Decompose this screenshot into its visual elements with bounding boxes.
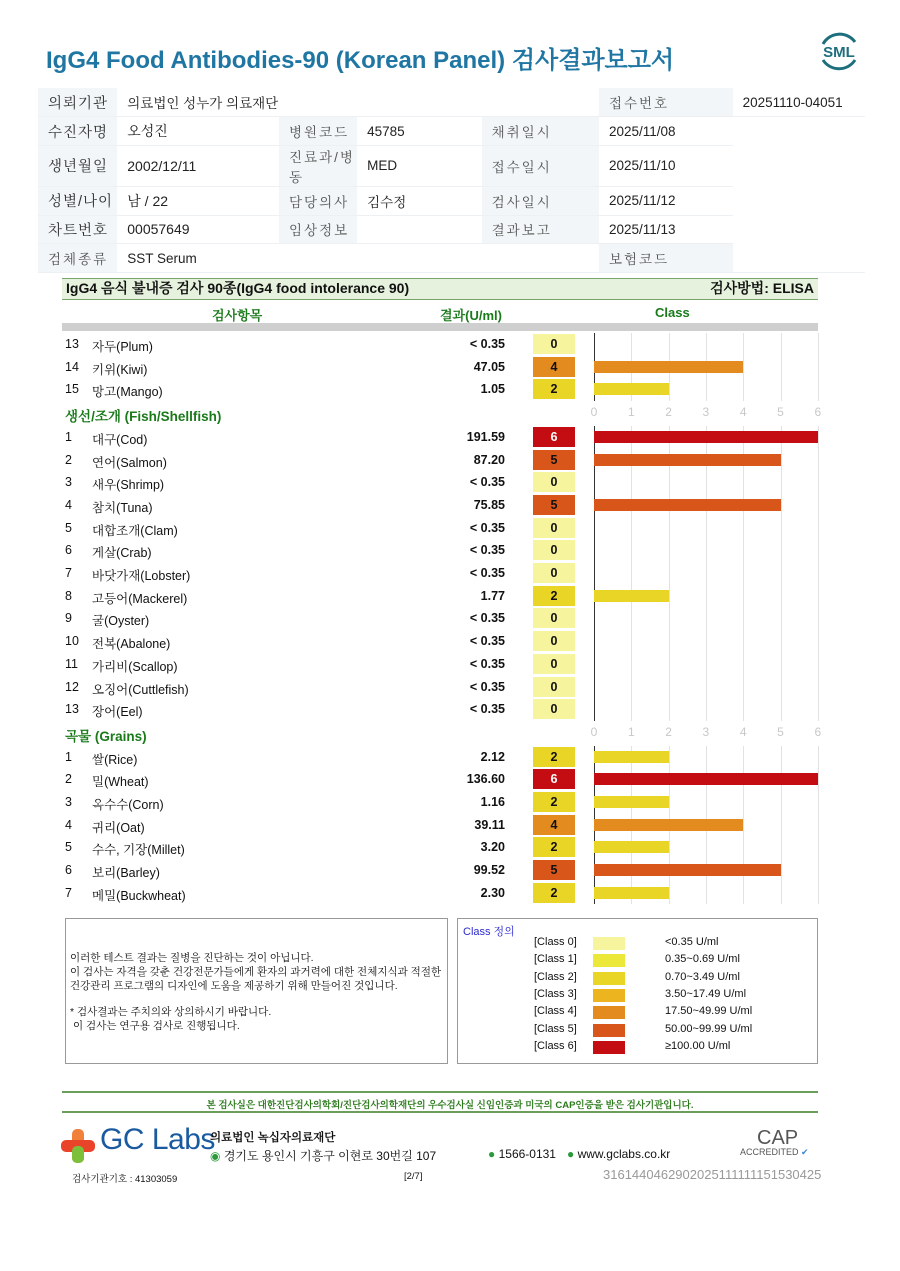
- table-row: [62, 378, 822, 400]
- legend-label: [Class 4]: [534, 1005, 577, 1018]
- axis-tick-label: 4: [739, 724, 747, 739]
- item-result: 191.59: [466, 429, 505, 444]
- class-badge: 0: [533, 472, 575, 492]
- class-bar: [594, 751, 669, 763]
- item-name: 쌀(Rice): [92, 752, 138, 767]
- legend-range: <0.35 U/ml: [665, 936, 719, 948]
- column-header-class: Class: [655, 305, 690, 320]
- item-name: 옥수수(Corn): [92, 798, 164, 812]
- axis-tick-label: 5: [777, 405, 784, 420]
- class-bar: [594, 819, 743, 831]
- item-name: 키위(Kiwi): [92, 362, 148, 377]
- item-result: < 0.35: [469, 656, 505, 671]
- class-bar: [594, 864, 781, 876]
- class-badge: 0: [533, 699, 575, 719]
- item-number: 14: [65, 359, 79, 374]
- item-name: 대구(Cod): [92, 432, 148, 447]
- item-name: 바닷가재(Lobster): [92, 569, 191, 583]
- class-bar: [594, 431, 818, 443]
- info-value: [482, 244, 599, 273]
- info-row: [38, 88, 865, 117]
- item-name: 수수, 기장(Millet): [92, 843, 185, 858]
- info-value: 남 / 22: [117, 186, 279, 215]
- legend-label: [Class 1]: [534, 953, 577, 966]
- class-badge: 0: [533, 631, 575, 651]
- class-bar: [594, 361, 743, 373]
- item-result: 99.52: [473, 863, 505, 878]
- axis-tick-label: 2: [665, 405, 672, 420]
- item-result: 1.05: [480, 382, 505, 397]
- item-result: 87.20: [473, 452, 505, 467]
- item-result: < 0.35: [469, 634, 505, 649]
- table-row: [62, 333, 822, 355]
- info-label: 임상정보: [279, 215, 357, 244]
- address-text: 경기도 용인시 기흥구 이현로 30번길 107: [223, 1149, 437, 1163]
- class-bar: [594, 796, 669, 808]
- divider: [62, 1091, 818, 1093]
- item-result: < 0.35: [469, 337, 505, 351]
- info-label: 수진자명: [38, 117, 117, 146]
- info-value: [733, 244, 865, 273]
- class-badge: 0: [533, 540, 575, 560]
- info-label: 생년월일: [38, 145, 117, 186]
- class-bar: [594, 383, 669, 395]
- legend-swatch: [593, 989, 625, 1002]
- item-number: 13: [65, 702, 79, 717]
- info-label: 검사일시: [482, 186, 599, 215]
- item-name: 망고(Mango): [92, 385, 163, 400]
- class-bar: [594, 841, 669, 853]
- legend-range: 0.70~3.49 U/ml: [665, 970, 740, 983]
- table-row: [62, 676, 822, 698]
- item-result: 2.12: [480, 749, 505, 764]
- class-legend: [457, 918, 818, 1064]
- item-result: < 0.35: [469, 475, 505, 490]
- header-divider: [62, 323, 818, 331]
- item-result: < 0.35: [469, 543, 505, 558]
- axis-tick-label: 0: [590, 405, 598, 420]
- item-number: 4: [65, 817, 72, 832]
- item-number: 11: [65, 656, 78, 671]
- item-name: 밀(Wheat): [92, 775, 149, 790]
- axis-tick-label: 6: [814, 405, 822, 420]
- table-row: [62, 517, 822, 539]
- legend-label: [Class 5]: [534, 1022, 577, 1035]
- item-result: 1.16: [480, 795, 505, 809]
- item-number: 1: [65, 749, 72, 764]
- item-number: 8: [65, 588, 72, 603]
- website[interactable]: [567, 1147, 670, 1161]
- class-badge: 2: [533, 747, 575, 767]
- info-row: [38, 186, 865, 215]
- axis-tick-label: 0: [590, 724, 598, 739]
- axis-tick-label: 2: [665, 724, 672, 739]
- class-badge: 2: [533, 837, 575, 857]
- test-method: 검사방법: ELISA: [710, 280, 814, 296]
- address: [210, 1147, 436, 1164]
- report-heading: IgG4 음식 불내증 검사 90종(IgG4 food intolerance 90): [66, 280, 410, 296]
- info-label: 담당의사: [279, 186, 357, 215]
- svg-text:SML: SML: [823, 44, 855, 61]
- legend-label: [Class 6]: [534, 1039, 577, 1052]
- table-row: [62, 814, 822, 836]
- item-number: 3: [65, 795, 72, 809]
- item-number: 9: [65, 611, 72, 626]
- page-title: IgG4 Food Antibodies-90 (Korean Panel) 검사결과보고서: [46, 47, 675, 74]
- item-number: 15: [65, 382, 79, 397]
- item-name: 장어(Eel): [92, 705, 143, 720]
- table-row: [62, 471, 822, 493]
- legend-range: 0.35~0.69 U/ml: [665, 953, 740, 966]
- info-row: [38, 244, 865, 273]
- item-result: 75.85: [473, 497, 505, 512]
- info-label: 성별/나이: [38, 186, 117, 215]
- info-label: 검체종류: [38, 244, 117, 273]
- axis-tick-label: 6: [814, 724, 822, 739]
- legend-label: [Class 2]: [534, 970, 577, 983]
- info-value: MED: [357, 145, 481, 186]
- info-value: SST Serum: [117, 244, 481, 273]
- gc-labs-logo: GC Labs: [100, 1123, 215, 1156]
- info-label: 진료과/병동: [279, 145, 357, 186]
- class-badge: 0: [533, 334, 575, 354]
- legend-swatch: [593, 1024, 625, 1037]
- info-row: [38, 117, 865, 146]
- item-name: 메밀(Buckwheat): [92, 888, 186, 903]
- class-badge: 6: [533, 427, 575, 447]
- class-badge: 5: [533, 495, 575, 515]
- item-name: 게살(Crab): [92, 546, 152, 561]
- note-line: 이러한 테스트 결과는 질병을 진단하는 것이 아닙니다.: [70, 952, 314, 964]
- info-value: 2002/12/11: [117, 145, 279, 186]
- info-value: 45785: [357, 117, 481, 146]
- item-name: 연어(Salmon): [92, 455, 167, 470]
- table-row: [62, 791, 822, 813]
- info-value: [482, 88, 599, 117]
- table-row: [62, 630, 822, 652]
- item-number: 5: [65, 520, 72, 535]
- legend-range: 50.00~99.99 U/ml: [665, 1022, 753, 1035]
- item-result: 47.05: [473, 359, 505, 374]
- table-row: [62, 859, 822, 881]
- info-value: 00057649: [117, 215, 279, 244]
- item-number: 6: [65, 543, 72, 558]
- item-name: 자두(Plum): [92, 340, 153, 354]
- table-row: [62, 746, 822, 768]
- phone-text: 1566-0131: [498, 1147, 556, 1161]
- item-name: 전복(Abalone): [92, 637, 171, 652]
- class-badge: 0: [533, 608, 575, 628]
- info-value: 2025/11/08: [599, 117, 733, 146]
- class-badge: 2: [533, 586, 575, 606]
- note-line: 이 검사는 자격을 갖춘 건강전문가들에게 환자의 과거력에 대한 전체지식과 적절한: [70, 966, 442, 978]
- class-bar: [594, 590, 669, 602]
- class-bar: [594, 454, 781, 466]
- home-icon: ●: [567, 1147, 575, 1161]
- class-badge: 0: [533, 518, 575, 538]
- class-badge: 5: [533, 860, 575, 880]
- sml-logo: [815, 30, 863, 72]
- item-name: 보리(Barley): [92, 866, 160, 881]
- info-value: 김수정: [357, 186, 481, 215]
- item-name: 굴(Oyster): [92, 614, 150, 629]
- table-row: [62, 356, 822, 378]
- table-row: [62, 698, 822, 720]
- item-number: 7: [65, 566, 72, 580]
- item-number: 4: [65, 497, 72, 512]
- legend-title: Class 정의: [463, 926, 515, 938]
- note-line: 이 검사는 연구용 검사로 진행됩니다.: [73, 1020, 240, 1032]
- info-label: 보험코드: [599, 244, 733, 273]
- cap-logo: CAP: [757, 1127, 799, 1149]
- patient-info-table: [38, 88, 865, 273]
- check-icon: ✔: [798, 1147, 809, 1157]
- info-value: 2025/11/13: [599, 215, 733, 244]
- item-result: < 0.35: [469, 679, 505, 694]
- item-result: 1.77: [480, 588, 505, 603]
- class-badge: 4: [533, 357, 575, 377]
- axis-tick-label: 3: [702, 405, 710, 420]
- item-name: 대합조개(Clam): [92, 523, 178, 538]
- legend-swatch: [593, 937, 625, 950]
- axis-tick-label: 4: [739, 405, 747, 420]
- info-value: 2025/11/12: [599, 186, 733, 215]
- item-number: 2: [65, 772, 72, 787]
- gc-cross-icon: [60, 1127, 96, 1165]
- legend-range: 17.50~49.99 U/ml: [665, 1005, 753, 1018]
- item-number: 5: [65, 840, 72, 855]
- class-badge: 2: [533, 792, 575, 812]
- class-bar: [594, 887, 669, 899]
- info-label: 접수일시: [482, 145, 599, 186]
- item-result: 136.60: [466, 772, 505, 787]
- page-number: [2/7]: [404, 1171, 423, 1182]
- item-result: < 0.35: [469, 611, 505, 626]
- item-name: 고등어(Mackerel): [92, 591, 188, 606]
- phone-icon: ●: [488, 1147, 496, 1161]
- info-row: [38, 145, 865, 186]
- notes-box: [65, 918, 448, 1064]
- column-header-item: 검사항목: [212, 308, 263, 323]
- axis-tick-label: 3: [702, 724, 710, 739]
- info-label: 접수번호: [599, 88, 733, 117]
- class-bar: [594, 499, 781, 511]
- item-number: 7: [65, 885, 72, 900]
- info-value: 오성진: [117, 117, 279, 146]
- info-value: 2025/11/10: [599, 145, 733, 186]
- item-number: 12: [65, 679, 79, 694]
- cap-accredited: [740, 1147, 809, 1158]
- table-row: [62, 607, 822, 629]
- legend-label: [Class 3]: [534, 987, 577, 1000]
- table-row: [62, 585, 822, 607]
- class-badge: 2: [533, 883, 575, 903]
- table-row: [62, 426, 822, 448]
- table-row: [62, 836, 822, 858]
- class-badge: 0: [533, 563, 575, 583]
- item-number: 10: [65, 634, 79, 649]
- legend-label: [Class 0]: [534, 936, 577, 948]
- legend-swatch: [593, 972, 625, 985]
- item-result: 39.11: [474, 817, 505, 832]
- document-code: 3161440462902025111111151530425: [603, 1167, 822, 1182]
- info-label: 결과보고: [482, 215, 599, 244]
- item-name: 가리비(Scallop): [92, 659, 178, 674]
- item-number: 2: [65, 452, 72, 467]
- note-line: * 검사결과는 주치의와 상의하시기 바랍니다.: [70, 1006, 272, 1018]
- table-row: [62, 768, 822, 790]
- legend-swatch: [593, 1006, 625, 1019]
- table-row: [62, 562, 822, 584]
- info-row: [38, 215, 865, 244]
- class-badge: 0: [533, 654, 575, 674]
- report-header-bar: [62, 278, 818, 300]
- item-number: 3: [65, 475, 72, 490]
- info-label: 채취일시: [482, 117, 599, 146]
- axis-tick-label: 1: [627, 405, 635, 420]
- item-result: < 0.35: [469, 566, 505, 580]
- class-badge: 5: [533, 450, 575, 470]
- info-value: 의료법인 성누가 의료재단: [117, 88, 481, 117]
- item-name: 오징어(Cuttlefish): [92, 682, 189, 697]
- institution-code: 검사기관기호 : 41303059: [72, 1174, 178, 1185]
- item-name: 귀리(Oat): [92, 820, 145, 835]
- table-row: [62, 494, 822, 516]
- certification-text: 본 검사실은 대한진단검사의학회/진단검사의학재단의 우수검사실 신임인증과 미국의 CAP인증을 받은 검사기관입니다.: [206, 1100, 694, 1111]
- item-result: < 0.35: [469, 702, 505, 717]
- section-title: 곡물 (Grains): [65, 728, 147, 744]
- table-row: [62, 539, 822, 561]
- item-number: 1: [65, 429, 72, 444]
- location-icon: ◉: [210, 1149, 221, 1163]
- table-row: [62, 653, 822, 675]
- axis-tick-label: 5: [777, 724, 784, 739]
- item-number: 6: [65, 863, 72, 878]
- info-label: 병원코드: [279, 117, 357, 146]
- table-row: [62, 882, 822, 904]
- column-header-result: 결과(U/ml): [440, 308, 502, 323]
- axis-tick-label: 1: [627, 724, 635, 739]
- class-badge: 0: [533, 677, 575, 697]
- info-value: [357, 215, 481, 244]
- item-number: 13: [65, 337, 79, 351]
- info-label: 차트번호: [38, 215, 117, 244]
- item-name: 참치(Tuna): [92, 500, 153, 515]
- item-result: 3.20: [480, 840, 505, 855]
- org-name: 의료법인 녹십자의료재단: [210, 1132, 336, 1144]
- legend-swatch: [593, 954, 625, 967]
- item-result: 2.30: [480, 885, 505, 900]
- legend-swatch: [593, 1041, 625, 1054]
- table-row: [62, 449, 822, 471]
- item-name: 새우(Shrimp): [92, 478, 165, 493]
- item-result: < 0.35: [469, 520, 505, 535]
- legend-range: 3.50~17.49 U/ml: [665, 987, 747, 1000]
- website-link[interactable]: www.gclabs.co.kr: [577, 1147, 671, 1161]
- class-badge: 4: [533, 815, 575, 835]
- cap-sub: ACCREDITED: [740, 1147, 799, 1157]
- class-bar: [594, 773, 818, 785]
- phone: [488, 1147, 556, 1161]
- class-badge: 6: [533, 769, 575, 789]
- info-value: 20251110-04051: [733, 88, 865, 117]
- divider: [62, 1111, 818, 1113]
- info-label: 의뢰기관: [38, 88, 117, 117]
- class-badge: 2: [533, 379, 575, 399]
- note-line: 건강관리 프로그램의 디자인에 도움을 제공하기 위해 만들어진 것입니다.: [70, 980, 398, 992]
- section-title: 생선/조개 (Fish/Shellfish): [65, 409, 222, 425]
- legend-range: ≥100.00 U/ml: [665, 1039, 731, 1052]
